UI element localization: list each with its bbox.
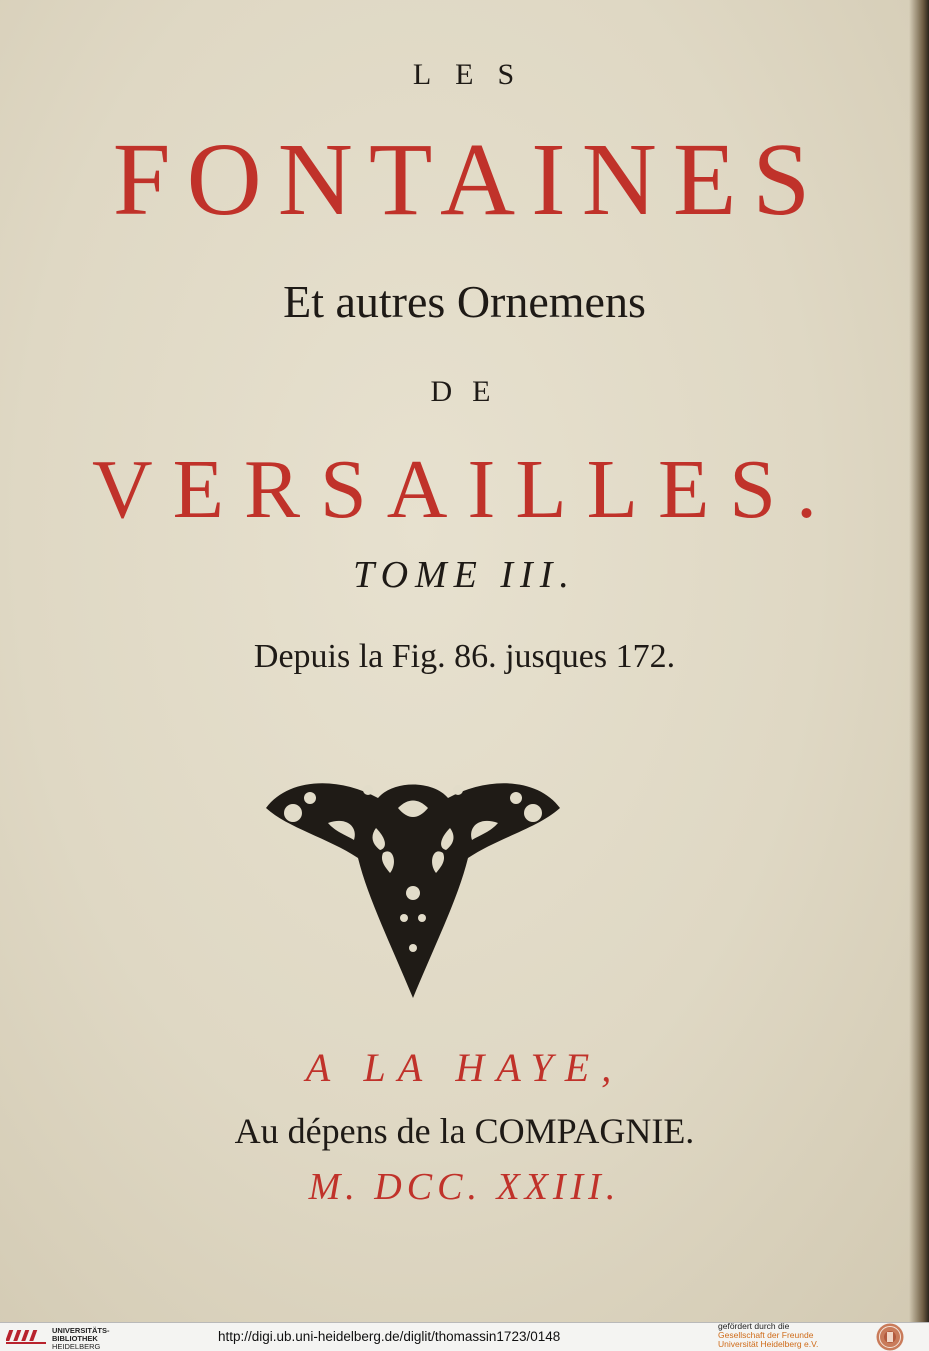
floral-ornament-icon [258, 768, 568, 1004]
library-name: UNIVERSITÄTS- BIBLIOTHEK HEIDELBERG [52, 1326, 110, 1351]
title-fontaines: FONTAINES [112, 122, 827, 237]
figure-range: Depuis la Fig. 86. jusques 172. [253, 638, 676, 675]
title-versailles: VERSAILLES. [92, 443, 837, 536]
funded-by-label: gefördert durch die [718, 1321, 790, 1331]
title-les: LES [412, 58, 539, 91]
library-building-icon [6, 1328, 46, 1348]
society-seal-icon [858, 1323, 922, 1351]
subtitle-et-autres-ornemens: Et autres Ornemens [283, 276, 646, 327]
digitization-footer [0, 1322, 929, 1351]
imprint-date: M. DCC. XXIII. [308, 1166, 621, 1208]
volume-number: TOME III. [353, 554, 576, 596]
title-de: DE [430, 375, 511, 408]
library-logo[interactable] [6, 1326, 206, 1350]
imprint-place: A LA HAYE, [305, 1045, 624, 1090]
society-name[interactable]: Gesellschaft der Freunde Universität Heidelberg e.V. [718, 1330, 819, 1349]
permalink-url[interactable]: http://digi.ub.uni-heidelberg.de/diglit/thomassin1723/0148 [218, 1329, 561, 1344]
imprint-publisher: Au dépens de la COMPAGNIE. [234, 1111, 695, 1151]
